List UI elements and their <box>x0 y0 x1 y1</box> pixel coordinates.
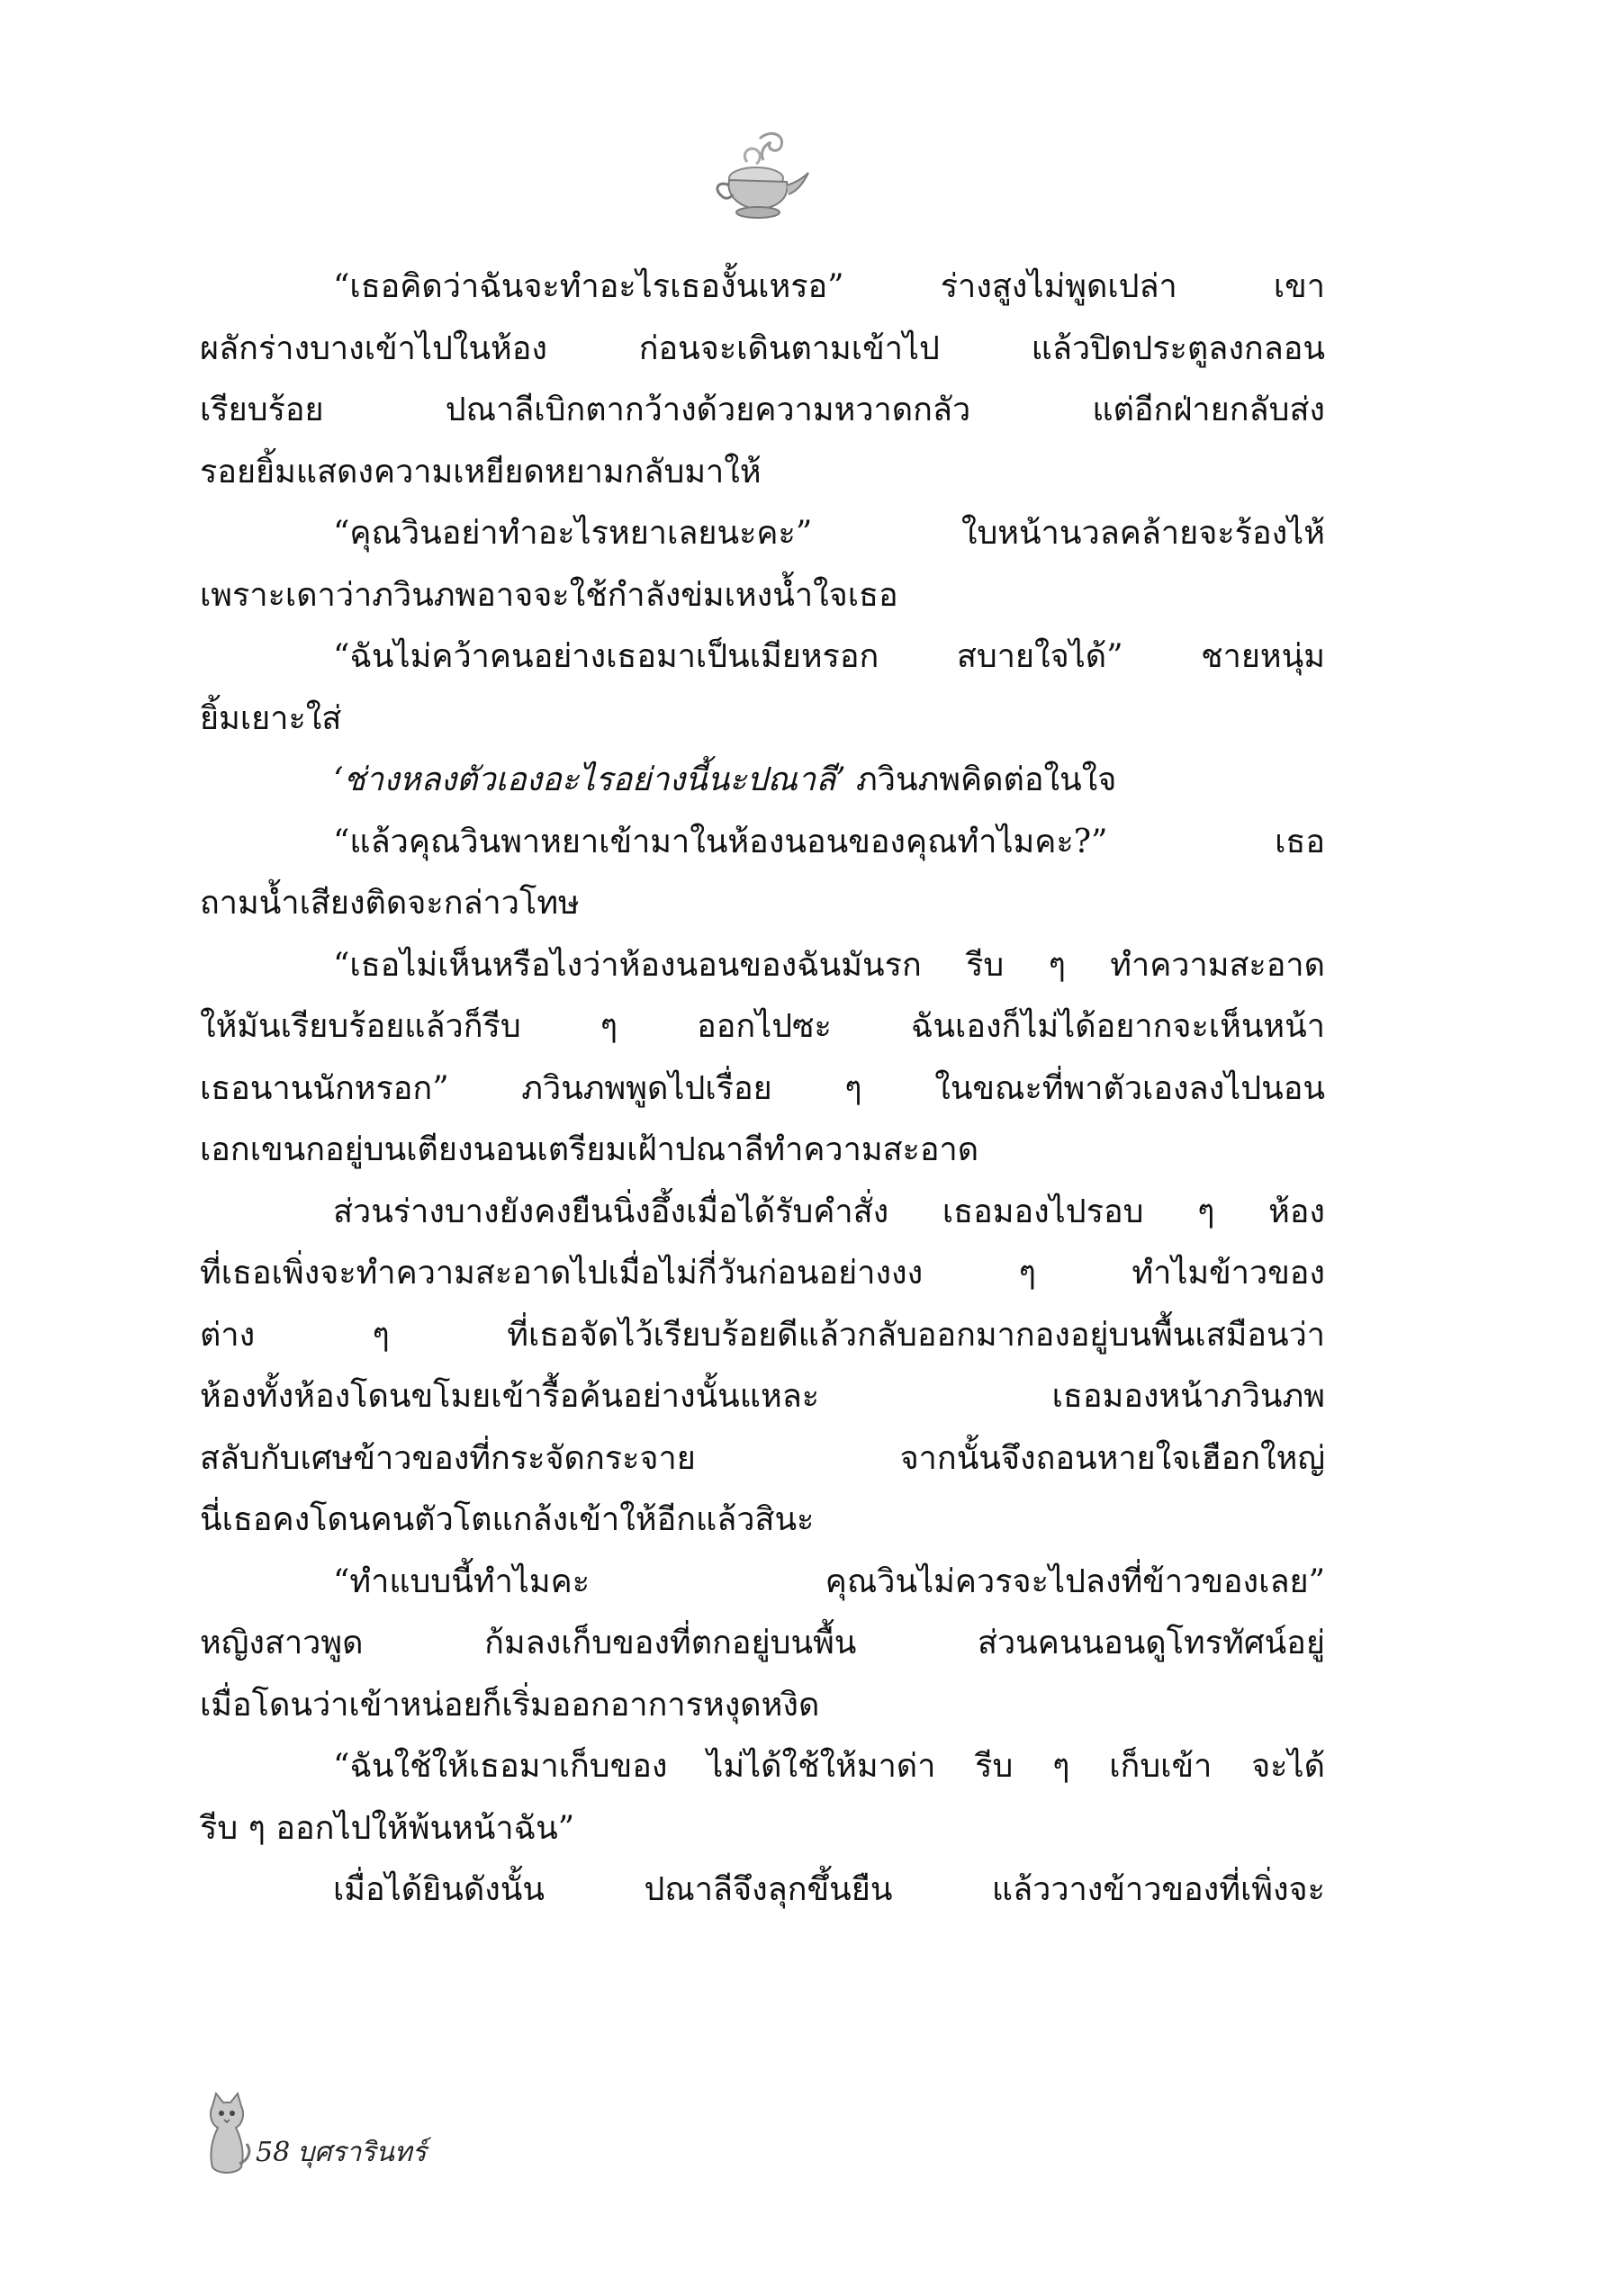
narration-text: ภวินภพคิดต่อในใจ <box>845 761 1117 798</box>
text-line: “ฉันใช้ให้เธอมาเก็บของ ไม่ได้ใช้ให้มาด่า รีบ ๆ เก็บเข้า จะได้ <box>333 1748 1325 1785</box>
text-line: ถามน้ำเสียงติดจะกล่าวโทษ <box>200 885 580 922</box>
text-line <box>200 750 1325 812</box>
page-number: 58 <box>256 2137 291 2168</box>
text-line: เมื่อโดนว่าเข้าหน่อยก็เริ่มออกอาการหงุดหงิด <box>200 1686 820 1724</box>
text-line: เอกเขนกอยู่บนเตียงนอนเตรียมเฝ้าปณาลีทำความสะอาด <box>200 1131 979 1168</box>
text-line: รอยยิ้มแสดงความเหยียดหยามกลับมาให้ <box>200 453 762 491</box>
text-line: เธอนานนักหรอก” ภวินภพพูดไปเรื่อย ๆ ในขณะที่พาตัวเองลงไปนอน <box>200 1069 1325 1107</box>
text-line: “แล้วคุณวินพาหยาเข้ามาในห้องนอนของคุณทำไมคะ?” เธอ <box>333 823 1325 860</box>
page-folio <box>256 2131 434 2174</box>
page-footer <box>200 2088 650 2187</box>
text-line: นี่เธอคงโดนคนตัวโตแกล้งเข้าให้อีกแล้วสินะ <box>200 1501 815 1538</box>
text-line: “เธอไม่เห็นหรือไงว่าห้องนอนของฉันมันรก รีบ ๆ ทำความสะอาด <box>333 946 1325 984</box>
body-text <box>200 257 1325 1922</box>
text-line: รีบ ๆ ออกไปให้พ้นหน้าฉัน” <box>200 1809 575 1847</box>
text-line: เพราะเดาว่าภวินภพอาจจะใช้กำลังข่มเหงน้ำใจเธอ <box>200 576 898 614</box>
text-line: ส่วนร่างบางยังคงยืนนิ่งอึ้งเมื่อได้รับคำสั่ง เธอมองไปรอบ ๆ ห้อง <box>333 1193 1325 1230</box>
text-line: ห้องทั้งห้องโดนขโมยเข้ารื้อค้นอย่างนั้นแหละ เธอมองหน้าภวินภพ <box>200 1378 1325 1415</box>
text-line: ผลักร่างบางเข้าไปในห้อง ก่อนจะเดินตามเข้าไป แล้วปิดประตูลงกลอน <box>200 329 1325 367</box>
text-line: “คุณวินอย่าทำอะไรหยาเลยนะคะ” ใบหน้านวลคล้ายจะร้องไห้ <box>333 515 1325 552</box>
text-line: หญิงสาวพูด ก้มลงเก็บของที่ตกอยู่บนพื้น ส่วนคนนอนดูโทรทัศน์อยู่ <box>200 1625 1325 1661</box>
text-line: “เธอคิดว่าฉันจะทำอะไรเธองั้นเหรอ” ร่างสูงไม่พูดเปล่า เขา <box>333 268 1325 305</box>
text-line: “ทำแบบนี้ทำไมคะ คุณวินไม่ควรจะไปลงที่ข้าวของเลย” <box>333 1562 1325 1600</box>
text-line: เรียบร้อย ปณาลีเบิกตากว้างด้วยความหวาดกลัว แต่อีกฝ่ายกลับส่ง <box>200 392 1325 428</box>
text-line: สลับกับเศษข้าวของที่กระจัดกระจาย จากนั้นจึงถอนหายใจเฮือกใหญ่ <box>200 1439 1325 1477</box>
text-line: “ฉันไม่คว้าคนอย่างเธอมาเป็นเมียหรอก สบายใจได้” ชายหนุ่ม <box>333 638 1325 675</box>
cat-ornament-icon <box>200 2088 254 2178</box>
author-name: บุศรารินทร์ <box>297 2137 427 2168</box>
text-line: ให้มันเรียบร้อยแล้วก็รีบ ๆ ออกไปซะ ฉันเองก็ไม่ได้อยากจะเห็นหน้า <box>200 1008 1325 1045</box>
text-line: ที่เธอเพิ่งจะทำความสะอาดไปเมื่อไม่กี่วันก่อนอย่างงง ๆ ทำไมข้าวของ <box>200 1255 1325 1292</box>
inner-thought-text: ‘ช่างหลงตัวเองอะไรอย่างนี้นะปณาลี’ <box>333 761 846 798</box>
magic-lamp-ornament-icon <box>704 126 812 225</box>
text-line: ต่าง ๆ ที่เธอจัดไว้เรียบร้อยดีแล้วกลับออกมากองอยู่บนพื้นเสมือนว่า <box>200 1316 1325 1354</box>
text-line: เมื่อได้ยินดังนั้น ปณาลีจึงลุกขึ้นยืน แล้ววางข้าวของที่เพิ่งจะ <box>333 1871 1325 1908</box>
text-line: ยิ้มเยาะใส่ <box>200 699 342 737</box>
